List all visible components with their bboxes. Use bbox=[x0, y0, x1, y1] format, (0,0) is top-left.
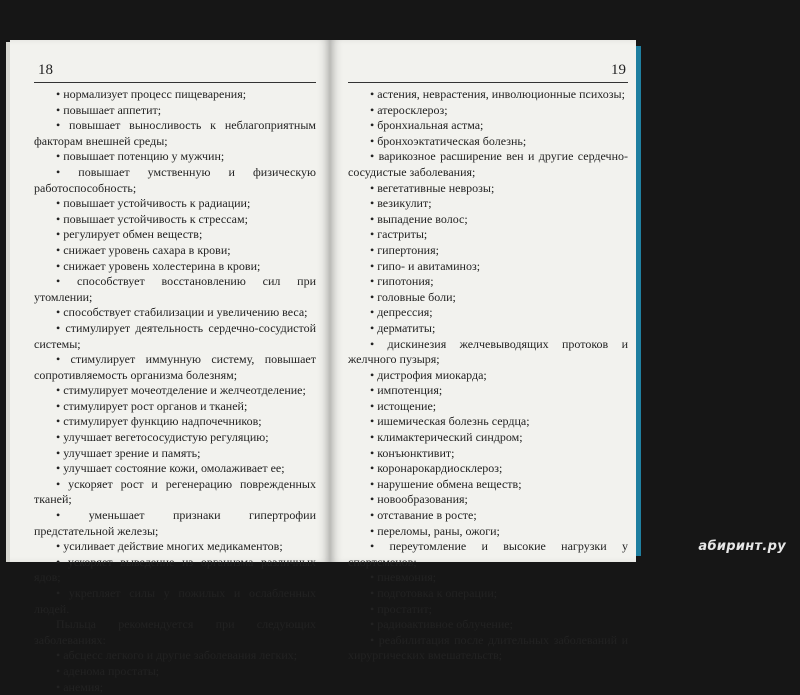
text-line: • повышает умственную и физическую работоспособность; bbox=[34, 164, 316, 195]
text-line: • везикулит; bbox=[370, 196, 432, 211]
text-line: • отставание в росте; bbox=[370, 508, 477, 523]
text-line: • регулирует обмен веществ; bbox=[56, 227, 203, 242]
text-line: • гастриты; bbox=[370, 227, 428, 242]
text-line: • коронарокардиосклероз; bbox=[370, 461, 503, 476]
text-line: • бронхиальная астма; bbox=[370, 118, 484, 133]
text-line: • стимулирует деятельность сердечно-сосудистой системы; bbox=[34, 320, 316, 351]
text-line: • анемия; bbox=[56, 679, 104, 694]
text-line: • гипо- и авитаминоз; bbox=[370, 258, 481, 273]
text-line: • атеросклероз; bbox=[370, 102, 448, 117]
text-line: • варикозное расширение вен и другие сердечно-сосудистые заболевания; bbox=[348, 149, 628, 179]
text-line: • повышает выносливость к неблагоприятным факторам внешней среды; bbox=[34, 118, 316, 148]
text-line: • улучшает вегетососудистую регуляцию; bbox=[56, 430, 269, 445]
text-line: • ускоряет выведение из организма различных ядов; bbox=[34, 554, 316, 585]
text-line: • абсцесс легкого и другие заболевания легких; bbox=[56, 648, 298, 663]
text-line: • укрепляет силы у пожилых и ослабленных людей. bbox=[34, 586, 316, 616]
left-page bbox=[10, 40, 330, 694]
text-line: • улучшает зрение и память; bbox=[56, 445, 201, 460]
right-page bbox=[330, 40, 636, 663]
text-line: • аденома простаты; bbox=[56, 663, 160, 678]
right-page-number: 19 bbox=[611, 62, 626, 78]
text-line: • способствует восстановлению сил при утомлении; bbox=[34, 274, 316, 304]
book-cover-edge bbox=[636, 46, 641, 556]
right-page-text bbox=[348, 87, 628, 664]
text-line: • подготовка к операции; bbox=[370, 586, 498, 600]
text-line: • стимулирует рост органов и тканей; bbox=[56, 398, 248, 413]
text-line: • истощение; bbox=[370, 398, 437, 413]
text-line: • дискинезия желчевыводящих протоков и желчного пузыря; bbox=[348, 336, 628, 367]
text-line: • нарушение обмена веществ; bbox=[370, 476, 522, 491]
text-line: • ускоряет рост и регенерацию поврежденных тканей; bbox=[34, 476, 316, 507]
right-page-header bbox=[348, 56, 628, 83]
text-line: • новообразования; bbox=[370, 492, 468, 507]
text-line: • улучшает состояние кожи, омолаживает ее; bbox=[56, 461, 285, 476]
text-line: • повышает устойчивость к стрессам; bbox=[56, 211, 248, 226]
text-line: • ишемическая болезнь сердца; bbox=[370, 414, 530, 429]
text-line: • дерматиты; bbox=[370, 320, 436, 335]
text-line: • усиливает действие многих медикаментов; bbox=[56, 539, 283, 554]
left-page-number: 18 bbox=[38, 62, 53, 78]
text-line: • реабилитация после длительных заболеваний и хирургических вмешательств; bbox=[348, 632, 628, 663]
text-line: • гипотония; bbox=[370, 274, 434, 289]
text-line: • гипертония; bbox=[370, 242, 439, 257]
text-line: • простатит; bbox=[370, 601, 432, 616]
text-line: • радиоактивное облучение; bbox=[370, 617, 513, 632]
text-line: • стимулирует мочеотделение и желчеотделение; bbox=[56, 383, 306, 398]
text-line: • переутомление и высокие нагрузки у спортсменов; bbox=[348, 539, 628, 569]
text-line: • повышает устойчивость к радиации; bbox=[56, 196, 251, 211]
text-line: • повышает потенцию у мужчин; bbox=[56, 149, 225, 164]
left-page-header bbox=[34, 56, 316, 83]
watermark-logo: абиринт.ру bbox=[698, 539, 786, 554]
text-line: • конъюнктивит; bbox=[370, 445, 455, 460]
text-line: • способствует стабилизации и увеличению веса; bbox=[56, 305, 308, 320]
text-line: • снижает уровень сахара в крови; bbox=[56, 242, 231, 257]
text-line: • пневмония; bbox=[370, 570, 437, 585]
left-page-text bbox=[34, 87, 316, 695]
text-line: • уменьшает признаки гипертрофии предстательной железы; bbox=[34, 508, 316, 538]
text-line: • нормализует процесс пищеварения; bbox=[56, 87, 247, 101]
text-line: • головные боли; bbox=[370, 289, 456, 304]
text-line: • климактерический синдром; bbox=[370, 430, 523, 445]
text-line: • повышает аппетит; bbox=[56, 102, 162, 117]
text-line: • дистрофия миокарда; bbox=[370, 367, 487, 382]
text-line: • вегетативные неврозы; bbox=[370, 180, 495, 195]
text-line: • выпадение волос; bbox=[370, 211, 468, 226]
text-line: • импотенция; bbox=[370, 383, 443, 398]
text-line: • переломы, раны, ожоги; bbox=[370, 523, 500, 538]
text-line: Пыльца рекомендуется при следующих заболеваниях: bbox=[34, 617, 316, 647]
text-line: • бронхоэктатическая болезнь; bbox=[370, 133, 527, 148]
text-line: • снижает уровень холестерина в крови; bbox=[56, 258, 261, 273]
text-line: • астения, неврастения, инволюционные психозы; bbox=[370, 87, 625, 101]
text-line: • депрессия; bbox=[370, 305, 433, 320]
text-line: • стимулирует иммунную систему, повышает сопротивляемость организма болезням; bbox=[34, 352, 316, 382]
text-line: • стимулирует функцию надпочечников; bbox=[56, 414, 262, 429]
